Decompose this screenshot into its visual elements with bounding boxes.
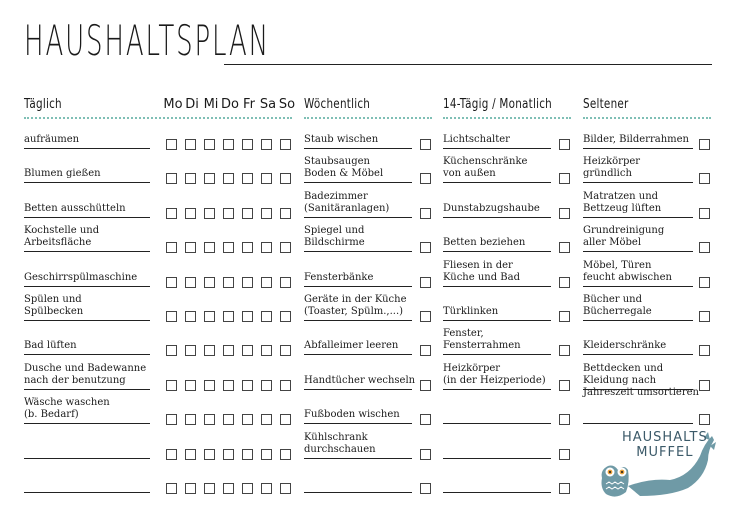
task-label: (Toaster, Spülm.,...) xyxy=(304,306,404,317)
daily-task xyxy=(24,397,110,421)
header-divider-daily xyxy=(24,117,292,119)
task-label: Spülen und xyxy=(24,294,82,305)
weekly-checkbox[interactable] xyxy=(420,311,431,322)
daily-checkbox[interactable] xyxy=(223,380,234,391)
task-label: Bilder, Bilderrahmen xyxy=(583,134,689,145)
daily-checkbox[interactable] xyxy=(185,139,196,150)
column-header-daily: Täglich xyxy=(24,97,62,112)
daily-checkbox[interactable] xyxy=(280,208,291,219)
weekly-task xyxy=(304,156,383,180)
daily-checkbox[interactable] xyxy=(261,277,272,288)
rare-task xyxy=(583,134,689,146)
daily-checkbox[interactable] xyxy=(242,208,253,219)
daily-checkbox[interactable] xyxy=(185,380,196,391)
column-header-rare: Seltener xyxy=(583,97,629,112)
weekly-checkbox[interactable] xyxy=(420,173,431,184)
day-header-mi: Mi xyxy=(203,97,219,112)
task-label: Kleiderschränke xyxy=(583,340,667,352)
daily-checkbox[interactable] xyxy=(185,277,196,288)
weekly-task xyxy=(304,409,400,421)
daily-checkbox[interactable] xyxy=(204,242,215,253)
task-label: Matratzen und xyxy=(583,190,659,202)
logo-text-line2: MUFFEL xyxy=(636,445,694,460)
biweekly-checkbox[interactable] xyxy=(559,139,570,150)
daily-checkbox[interactable] xyxy=(223,483,234,494)
task-label: Betten ausschütteln xyxy=(24,202,126,214)
task-underline xyxy=(304,389,412,390)
task-label: (b. Bedarf) xyxy=(24,409,79,421)
daily-checkbox[interactable] xyxy=(223,311,234,322)
task-underline xyxy=(583,286,693,287)
weekly-checkbox[interactable] xyxy=(420,242,431,253)
rare-checkbox[interactable] xyxy=(699,173,710,184)
task-label: Geräte in der Küche xyxy=(304,294,407,305)
day-header-mo: Mo xyxy=(163,97,183,112)
weekly-task xyxy=(304,191,389,215)
daily-checkbox[interactable] xyxy=(261,208,272,219)
biweekly-task xyxy=(443,306,498,318)
page-title: HAUSHALTSPLAN xyxy=(24,16,271,65)
daily-checkbox[interactable] xyxy=(166,449,177,460)
daily-checkbox[interactable] xyxy=(166,277,177,288)
daily-checkbox[interactable] xyxy=(166,208,177,219)
biweekly-checkbox[interactable] xyxy=(559,380,570,391)
task-underline xyxy=(24,458,150,459)
daily-checkbox[interactable] xyxy=(166,380,177,391)
task-underline xyxy=(443,217,551,218)
task-underline xyxy=(304,148,412,149)
task-label: Bildschirme xyxy=(304,237,365,249)
daily-checkbox[interactable] xyxy=(204,449,215,460)
rare-checkbox[interactable] xyxy=(699,242,710,253)
task-label: Fußboden wischen xyxy=(304,409,400,421)
daily-task xyxy=(24,294,83,318)
biweekly-checkbox[interactable] xyxy=(559,311,570,322)
weekly-checkbox[interactable] xyxy=(420,208,431,219)
task-label: Kleidung nach xyxy=(583,374,657,386)
task-label: von außen xyxy=(443,168,496,180)
biweekly-checkbox[interactable] xyxy=(559,483,570,494)
task-label: Fensterrahmen xyxy=(443,340,521,352)
day-header-di: Di xyxy=(185,97,199,112)
task-label: Kühlschrank xyxy=(304,431,368,443)
biweekly-checkbox[interactable] xyxy=(559,414,570,425)
daily-checkbox[interactable] xyxy=(261,414,272,425)
task-underline xyxy=(583,251,693,252)
daily-checkbox[interactable] xyxy=(242,345,253,356)
task-underline xyxy=(24,148,150,149)
daily-checkbox[interactable] xyxy=(280,139,291,150)
daily-checkbox[interactable] xyxy=(185,242,196,253)
task-label: Badezimmer xyxy=(304,190,368,202)
task-label: Dusche und Badewanne xyxy=(24,362,147,374)
daily-checkbox[interactable] xyxy=(280,483,291,494)
task-label: gründlich xyxy=(583,168,632,180)
task-underline xyxy=(304,251,412,252)
weekly-checkbox[interactable] xyxy=(420,277,431,288)
daily-task xyxy=(24,340,77,352)
task-underline xyxy=(24,217,150,218)
daily-task xyxy=(24,272,137,284)
daily-checkbox[interactable] xyxy=(280,242,291,253)
daily-checkbox[interactable] xyxy=(185,483,196,494)
daily-checkbox[interactable] xyxy=(242,277,253,288)
daily-checkbox[interactable] xyxy=(261,380,272,391)
daily-checkbox[interactable] xyxy=(280,277,291,288)
daily-checkbox[interactable] xyxy=(204,277,215,288)
daily-checkbox[interactable] xyxy=(204,208,215,219)
task-label: Betten beziehen xyxy=(443,237,526,249)
weekly-task xyxy=(304,375,415,387)
task-label: Handtücher wechseln xyxy=(304,374,416,386)
task-label: aufräumen xyxy=(24,134,80,145)
biweekly-checkbox[interactable] xyxy=(559,208,570,219)
task-label: Bad lüften xyxy=(24,340,77,352)
daily-checkbox[interactable] xyxy=(261,242,272,253)
task-underline xyxy=(24,320,150,321)
daily-checkbox[interactable] xyxy=(223,449,234,460)
daily-checkbox[interactable] xyxy=(223,173,234,184)
task-label: Jahreszeit umsortieren xyxy=(583,386,699,398)
task-underline xyxy=(583,182,693,183)
biweekly-checkbox[interactable] xyxy=(559,449,570,460)
weekly-checkbox[interactable] xyxy=(420,380,431,391)
task-label: Spiegel und xyxy=(304,225,365,237)
daily-checkbox[interactable] xyxy=(242,483,253,494)
task-label: aller Möbel xyxy=(583,237,642,249)
task-label: Heizkörper xyxy=(583,156,641,168)
daily-checkbox[interactable] xyxy=(261,311,272,322)
biweekly-task xyxy=(443,156,527,180)
day-header-do: Do xyxy=(221,97,239,112)
rare-checkbox[interactable] xyxy=(699,380,710,391)
biweekly-task xyxy=(443,203,540,215)
daily-checkbox[interactable] xyxy=(204,380,215,391)
weekly-checkbox[interactable] xyxy=(420,449,431,460)
day-header-fr: Fr xyxy=(243,97,255,112)
daily-checkbox[interactable] xyxy=(204,414,215,425)
task-underline xyxy=(24,286,150,287)
daily-checkbox[interactable] xyxy=(242,449,253,460)
daily-task xyxy=(24,134,79,146)
task-underline xyxy=(583,217,693,218)
weekly-task xyxy=(304,134,378,146)
weekly-task xyxy=(304,272,373,284)
task-label: Arbeitsfläche xyxy=(24,237,92,249)
task-underline xyxy=(304,492,412,493)
task-underline xyxy=(304,320,412,321)
logo xyxy=(600,426,716,500)
task-label: Blumen gießen xyxy=(24,168,101,180)
task-label: Türklinken xyxy=(443,306,499,317)
rare-task xyxy=(583,294,652,318)
task-underline xyxy=(443,492,551,493)
task-label: feucht abwischen xyxy=(583,271,672,283)
task-underline xyxy=(583,148,693,149)
rare-checkbox[interactable] xyxy=(699,414,710,425)
daily-task xyxy=(24,225,99,249)
daily-checkbox[interactable] xyxy=(185,449,196,460)
biweekly-task xyxy=(443,363,546,387)
daily-checkbox[interactable] xyxy=(242,139,253,150)
weekly-task xyxy=(304,432,376,456)
task-underline xyxy=(24,423,150,424)
daily-checkbox[interactable] xyxy=(280,173,291,184)
task-underline xyxy=(443,182,551,183)
biweekly-checkbox[interactable] xyxy=(559,345,570,356)
task-label: nach der benutzung xyxy=(24,374,126,386)
daily-checkbox[interactable] xyxy=(261,345,272,356)
header-divider-weekly xyxy=(304,117,432,119)
weekly-checkbox[interactable] xyxy=(420,345,431,356)
biweekly-checkbox[interactable] xyxy=(559,242,570,253)
task-label: Möbel, Türen xyxy=(583,259,652,271)
daily-checkbox[interactable] xyxy=(261,483,272,494)
logo-text-line1: HAUSHALTS xyxy=(622,430,708,445)
task-underline xyxy=(443,251,551,252)
task-underline xyxy=(24,389,150,390)
task-label: Spülbecken xyxy=(24,306,84,317)
header-divider-biweekly xyxy=(443,117,571,119)
daily-checkbox[interactable] xyxy=(223,345,234,356)
rare-task xyxy=(583,363,699,399)
daily-checkbox[interactable] xyxy=(242,173,253,184)
task-label: Abfalleimer leeren xyxy=(304,340,399,352)
rare-checkbox[interactable] xyxy=(699,311,710,322)
task-label: Bücherregale xyxy=(583,306,652,317)
daily-checkbox[interactable] xyxy=(223,414,234,425)
task-underline xyxy=(304,286,412,287)
daily-checkbox[interactable] xyxy=(166,311,177,322)
task-underline xyxy=(443,286,551,287)
daily-checkbox[interactable] xyxy=(223,242,234,253)
daily-checkbox[interactable] xyxy=(204,345,215,356)
task-label: Lichtschalter xyxy=(443,134,510,145)
task-label: Staub wischen xyxy=(304,134,379,145)
biweekly-task xyxy=(443,134,510,146)
daily-checkbox[interactable] xyxy=(280,311,291,322)
daily-checkbox[interactable] xyxy=(166,173,177,184)
daily-checkbox[interactable] xyxy=(242,414,253,425)
biweekly-checkbox[interactable] xyxy=(559,277,570,288)
task-label: Fenster, xyxy=(443,328,484,340)
task-label: durchschauen xyxy=(304,443,376,455)
task-underline xyxy=(24,354,150,355)
daily-checkbox[interactable] xyxy=(242,242,253,253)
task-label: Fensterbänke xyxy=(304,271,374,283)
daily-checkbox[interactable] xyxy=(261,139,272,150)
task-label: Kochstelle und xyxy=(24,225,100,237)
task-underline xyxy=(443,458,551,459)
weekly-task xyxy=(304,225,365,249)
task-underline xyxy=(583,389,693,390)
task-underline xyxy=(304,458,412,459)
biweekly-checkbox[interactable] xyxy=(559,173,570,184)
daily-checkbox[interactable] xyxy=(223,277,234,288)
task-label: Fliesen in der xyxy=(443,259,513,271)
biweekly-task xyxy=(443,328,521,352)
rare-checkbox[interactable] xyxy=(699,139,710,150)
rare-checkbox[interactable] xyxy=(699,208,710,219)
biweekly-task xyxy=(443,237,525,249)
task-label: Boden & Möbel xyxy=(304,168,384,180)
task-label: Dunstabzugshaube xyxy=(443,202,540,214)
daily-task xyxy=(24,203,126,215)
day-header-so: So xyxy=(278,97,296,112)
task-label: Bettzeug lüften xyxy=(583,202,662,214)
daily-checkbox[interactable] xyxy=(204,311,215,322)
daily-checkbox[interactable] xyxy=(185,311,196,322)
task-underline xyxy=(304,217,412,218)
daily-checkbox[interactable] xyxy=(242,311,253,322)
daily-checkbox[interactable] xyxy=(280,449,291,460)
task-label: Küche und Bad xyxy=(443,271,521,283)
daily-checkbox[interactable] xyxy=(280,345,291,356)
daily-checkbox[interactable] xyxy=(166,242,177,253)
task-label: (in der Heizperiode) xyxy=(443,374,546,386)
task-underline xyxy=(583,354,693,355)
task-underline xyxy=(24,182,150,183)
task-label: (Sanitäranlagen) xyxy=(304,202,390,214)
task-label: Bücher und xyxy=(583,294,642,305)
daily-checkbox[interactable] xyxy=(185,414,196,425)
task-label: Geschirrspülmaschine xyxy=(24,271,138,283)
day-header-sa: Sa xyxy=(259,97,277,112)
daily-checkbox[interactable] xyxy=(166,345,177,356)
task-underline xyxy=(24,492,150,493)
rare-task xyxy=(583,191,661,215)
daily-checkbox[interactable] xyxy=(185,208,196,219)
task-underline xyxy=(443,423,551,424)
task-underline xyxy=(304,354,412,355)
task-underline xyxy=(583,423,693,424)
weekly-task xyxy=(304,294,407,318)
weekly-checkbox[interactable] xyxy=(420,414,431,425)
task-underline xyxy=(583,320,693,321)
rare-checkbox[interactable] xyxy=(699,277,710,288)
column-header-weekly: Wöchentlich xyxy=(304,97,371,112)
daily-checkbox[interactable] xyxy=(261,173,272,184)
daily-checkbox[interactable] xyxy=(261,449,272,460)
daily-checkbox[interactable] xyxy=(242,380,253,391)
task-label: Grundreinigung xyxy=(583,225,665,237)
daily-checkbox[interactable] xyxy=(280,380,291,391)
task-underline xyxy=(304,182,412,183)
task-underline xyxy=(443,354,551,355)
daily-checkbox[interactable] xyxy=(204,139,215,150)
weekly-checkbox[interactable] xyxy=(420,139,431,150)
task-label: Küchenschränke xyxy=(443,156,528,168)
rare-task xyxy=(583,156,640,180)
task-label: Wäsche waschen xyxy=(24,397,110,409)
header-divider-rare xyxy=(583,117,711,119)
daily-checkbox[interactable] xyxy=(185,173,196,184)
weekly-task xyxy=(304,340,398,352)
task-underline xyxy=(443,320,551,321)
task-underline xyxy=(443,389,551,390)
task-underline xyxy=(304,423,412,424)
daily-checkbox[interactable] xyxy=(166,483,177,494)
daily-checkbox[interactable] xyxy=(166,414,177,425)
daily-checkbox[interactable] xyxy=(280,414,291,425)
title-underline xyxy=(224,64,712,65)
task-label: Heizkörper xyxy=(443,362,501,374)
daily-checkbox[interactable] xyxy=(223,208,234,219)
daily-checkbox[interactable] xyxy=(204,173,215,184)
weekly-checkbox[interactable] xyxy=(420,483,431,494)
rare-task xyxy=(583,340,666,352)
daily-task xyxy=(24,363,146,387)
daily-checkbox[interactable] xyxy=(223,139,234,150)
task-label: Staubsaugen xyxy=(304,156,370,168)
task-label: Bettdecken und xyxy=(583,362,664,374)
daily-checkbox[interactable] xyxy=(185,345,196,356)
task-underline xyxy=(443,148,551,149)
rare-checkbox[interactable] xyxy=(699,345,710,356)
daily-checkbox[interactable] xyxy=(204,483,215,494)
biweekly-task xyxy=(443,260,520,284)
column-header-biweekly: 14-Tägig / Monatlich xyxy=(443,97,553,112)
task-underline xyxy=(24,251,150,252)
rare-task xyxy=(583,225,664,249)
daily-task xyxy=(24,168,101,180)
daily-checkbox[interactable] xyxy=(166,139,177,150)
rare-task xyxy=(583,260,672,284)
